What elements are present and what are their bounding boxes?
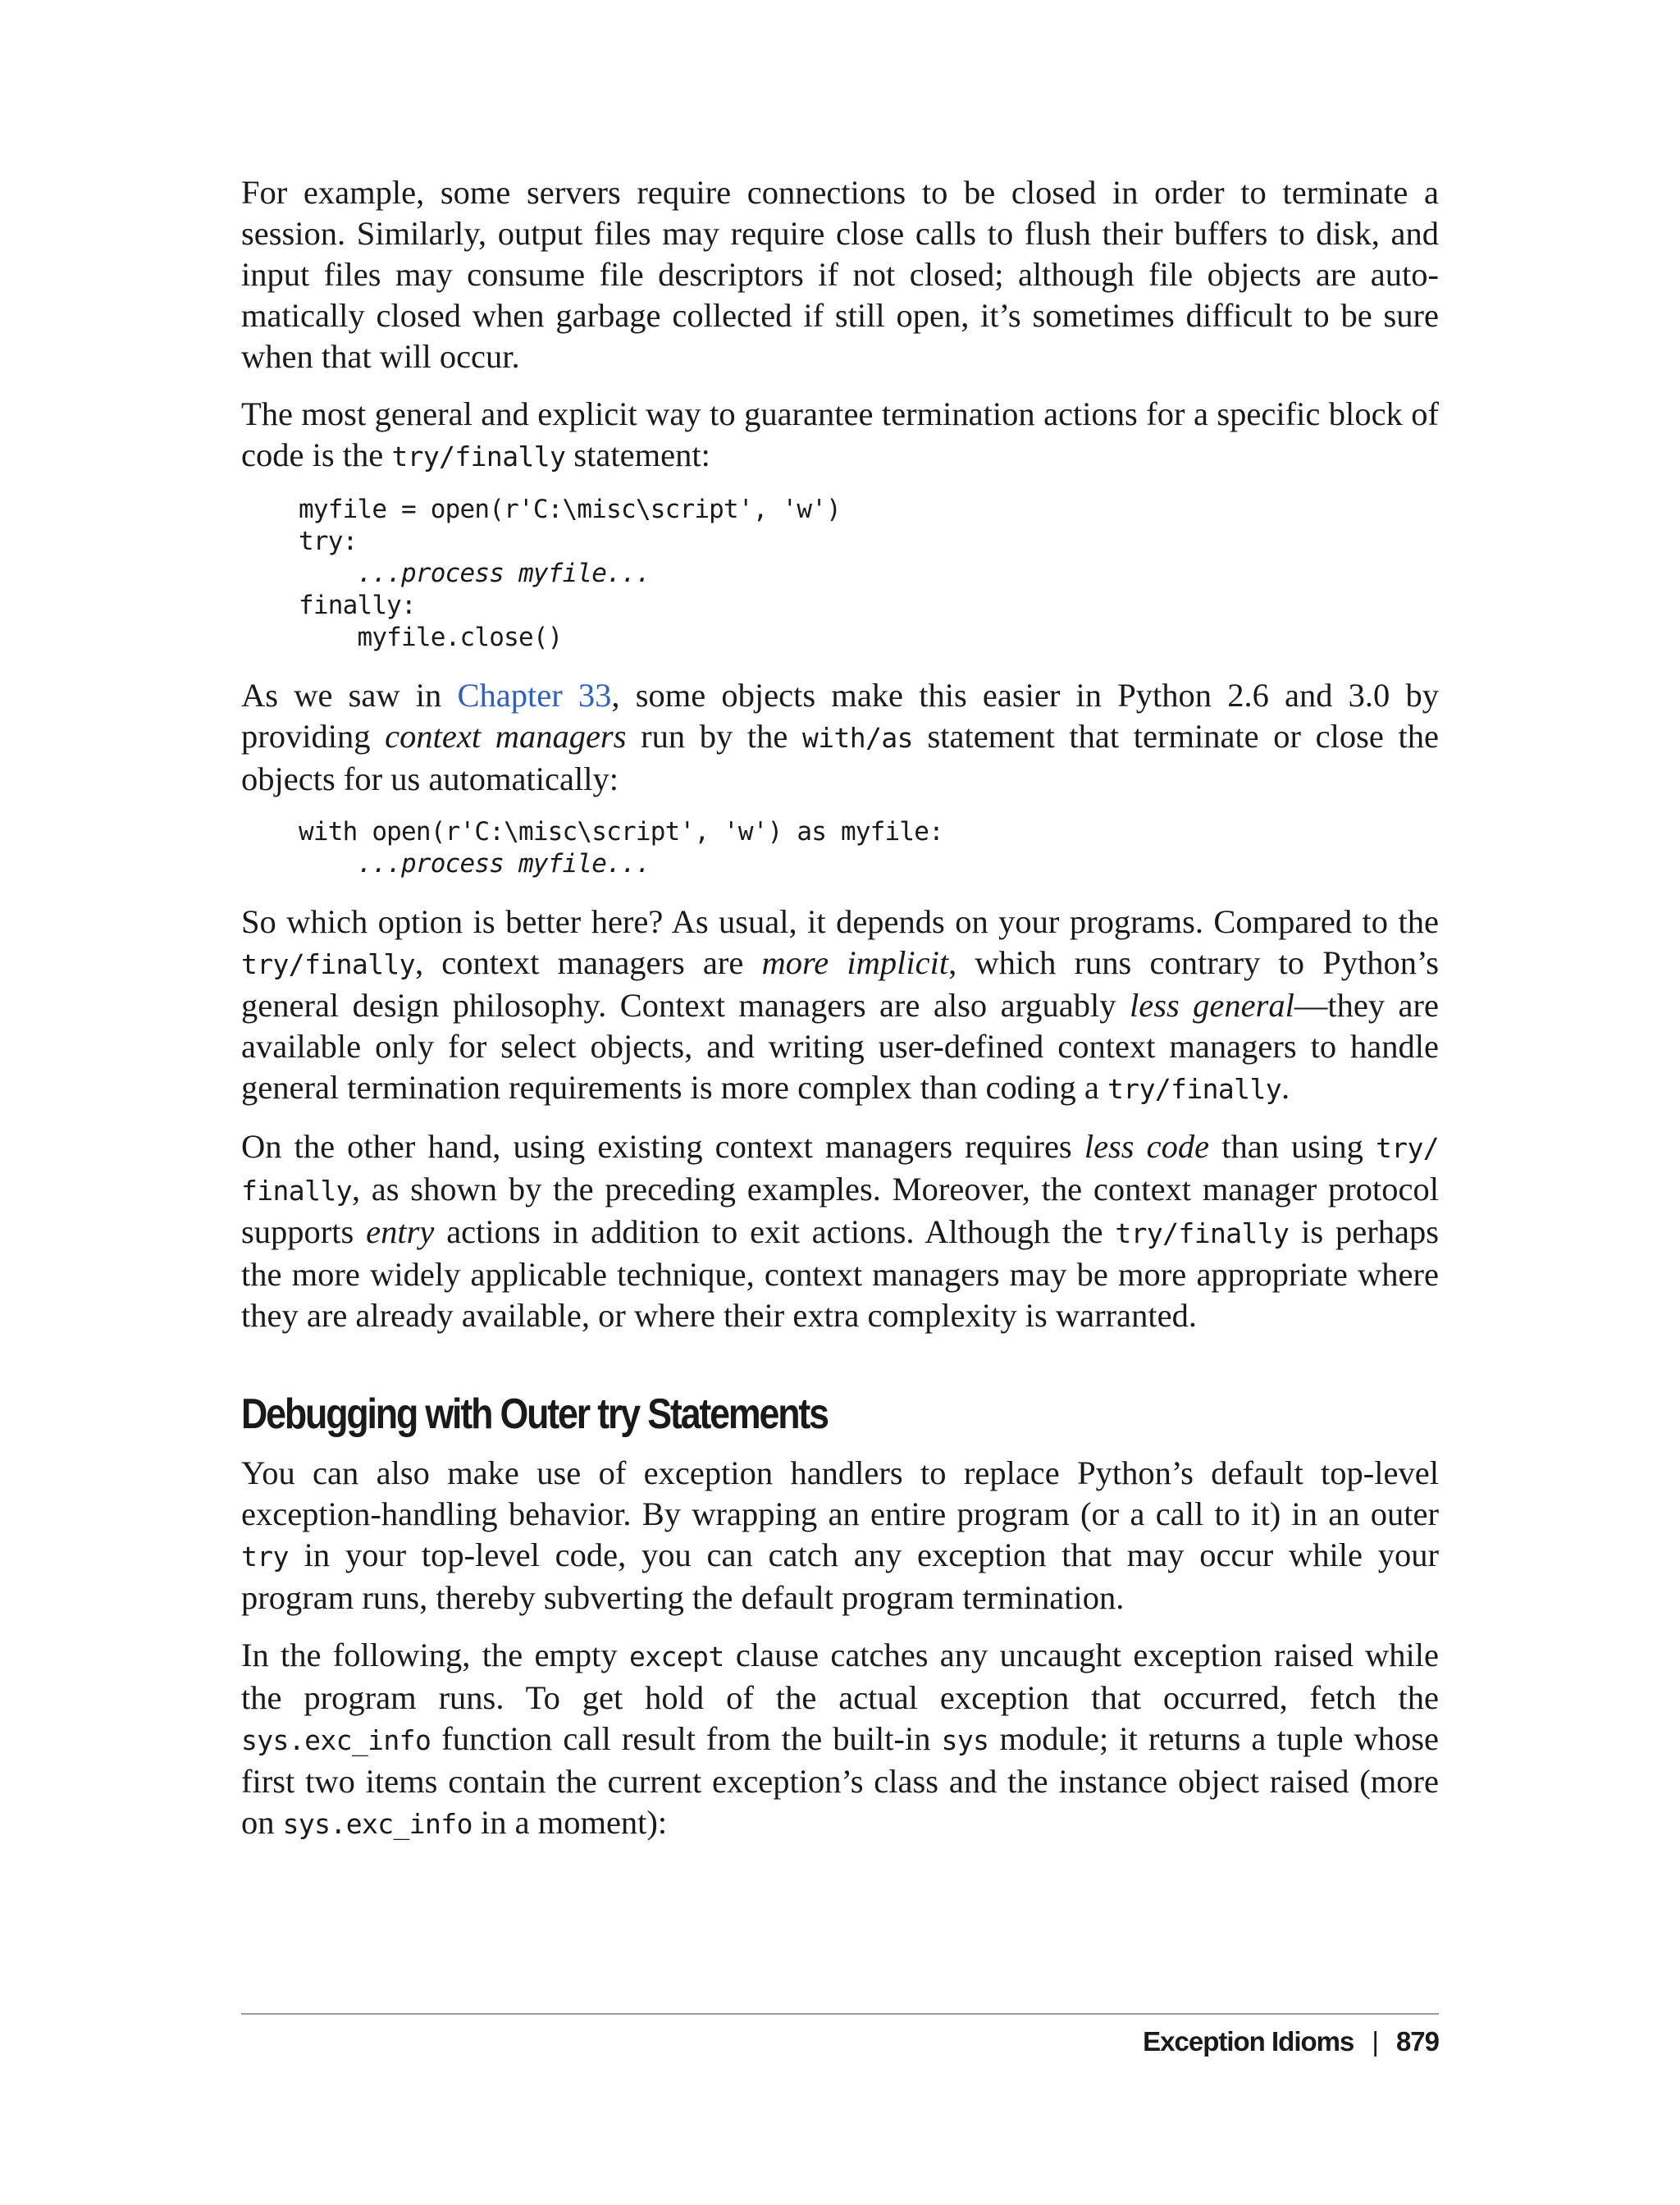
paragraph-text: than using — [1209, 1128, 1376, 1165]
paragraph-text: , which runs contrary to Python’s general design philosophy. Context managers are also arguably — [241, 944, 1439, 1024]
inline-code: sys.exc_info — [241, 1724, 431, 1756]
paragraph — [241, 675, 1439, 800]
paragraph-text: . — [1281, 1069, 1290, 1106]
emphasis: more implicit — [761, 944, 949, 981]
code-indent — [299, 559, 357, 588]
paragraph-text: function call result from the built-in — [431, 1720, 942, 1757]
paragraph-text: On the other hand, using existing context managers requires — [241, 1128, 1084, 1165]
code-block — [299, 816, 1439, 880]
code-line-italic: ...process myfile... — [357, 849, 651, 879]
inline-code: try — [241, 1541, 289, 1573]
section-heading: Debugging with Outer try Statements — [241, 1390, 828, 1438]
inline-code: try/finally — [1115, 1217, 1290, 1249]
paragraph-text: statement: — [565, 436, 710, 473]
code-block — [299, 494, 1439, 654]
paragraph — [241, 394, 1439, 477]
paragraph — [241, 1126, 1439, 1336]
emphasis: entry — [366, 1213, 435, 1250]
page-content — [241, 172, 1439, 1861]
inline-code: except — [628, 1641, 724, 1673]
chapter-link[interactable]: Chapter 33 — [457, 677, 612, 714]
paragraph-text: As we saw in — [241, 677, 458, 714]
emphasis: less code — [1084, 1128, 1210, 1165]
paragraph-text: in a moment): — [472, 1804, 668, 1841]
inline-code: try/finally — [391, 441, 566, 472]
paragraph-text: in your top-level code, you can catch any exception that may occur while your program runs, thereby subverting the default program termination. — [241, 1536, 1439, 1616]
paragraph-text: actions in addition to exit actions. Although the — [434, 1213, 1116, 1250]
paragraph-text: For example, some servers require connections to be closed in order to terminate a session. Similarly, output files may require close calls to flush their buffers to disk, and input files may consume file descriptors if not closed; although file objects are automatically closed when garbage collected if still open, it’s sometimes difficult to be sure when that will occur. — [241, 174, 1439, 375]
code-line: finally: — [299, 591, 416, 620]
paragraph-text: statement that terminate or close the objects for us automatically: — [241, 718, 1439, 797]
paragraph-text: So which option is better here? As usual, it depends on your programs. Compared to the — [241, 903, 1439, 940]
page-footer — [1143, 2026, 1439, 2057]
paragraph-text: , context managers are — [414, 944, 762, 981]
paragraph-text: In the following, the empty — [241, 1637, 629, 1673]
inline-code: with/as — [802, 722, 913, 754]
inline-code: try/finally — [241, 948, 415, 980]
paragraph-text: —they are available only for select objects, and writing user-defined context managers to handle general termination requirements is more complex than coding a — [241, 987, 1439, 1106]
code-indent — [299, 849, 357, 879]
paragraph — [241, 172, 1439, 377]
paragraph — [241, 1453, 1439, 1618]
paragraph-text: clause catches any uncaught exception raised while the program runs. To get hold of the actual exception that occurred, fetch the — [241, 1637, 1439, 1716]
paragraph-text: module; it returns a tuple whose first two items contain the current exception’s class and the instance object raised (more on — [241, 1720, 1439, 1841]
paragraph-text: , some objects make this easier in Python 2.6 and 3.0 by providing — [241, 677, 1439, 755]
code-line: try: — [299, 527, 358, 556]
inline-code: sys — [941, 1724, 989, 1756]
paragraph — [241, 902, 1439, 1110]
paragraph — [241, 1635, 1439, 1845]
paragraph-text: , as shown by the preceding examples. Moreover, the context manager protocol supports — [241, 1171, 1439, 1250]
code-line: myfile = open(r'C:\misc\script', 'w') — [299, 495, 841, 524]
code-line: myfile.close() — [299, 623, 563, 652]
running-footer-title: Exception Idioms — [1143, 2026, 1354, 2057]
emphasis: context managers — [385, 718, 627, 755]
page-number: 879 — [1395, 2026, 1439, 2057]
paragraph-text: The most general and explicit way to guarantee termination actions for a specific block of code is the — [241, 395, 1439, 473]
paragraph-text: is perhaps the more widely applicable technique, context managers may be more appropriate where they are already available, or where their extra complexity is warranted. — [241, 1213, 1439, 1334]
inline-code: try/​finally — [241, 1132, 1440, 1207]
emphasis: less general — [1129, 987, 1294, 1024]
inline-code: sys.exc_info — [282, 1808, 472, 1840]
code-line-italic: ...process myfile... — [357, 559, 651, 588]
paragraph-text: run by the — [626, 718, 802, 755]
footer-separator: | — [1372, 2026, 1378, 2057]
code-line: with open(r'C:\misc\script', 'w') as myfile: — [299, 817, 943, 847]
inline-code: try/finally — [1107, 1073, 1281, 1105]
paragraph-text: You can also make use of exception handlers to replace Python’s default top-level exception-handling behavior. By wrapping an entire program (or a call to it) in an outer — [241, 1454, 1439, 1532]
footer-divider — [241, 2013, 1439, 2015]
